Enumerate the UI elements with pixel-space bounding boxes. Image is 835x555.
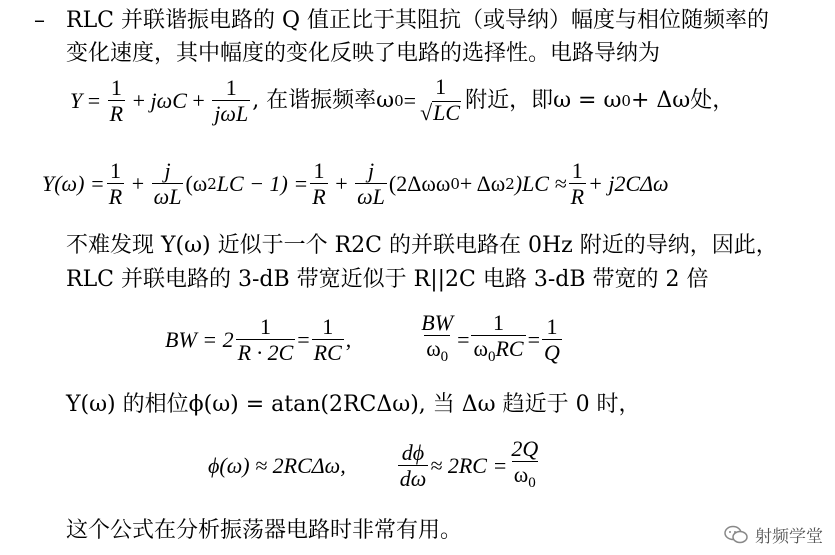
closing-text: 这个公式在分析振荡器电路时非常有用。: [66, 518, 463, 543]
frac-1-over-r: $\frac{1}{R}$: [108, 158, 123, 209]
watermark-text: 射频学堂: [755, 527, 823, 547]
frac-1-over-rc: $\frac{1}{RC}$: [313, 314, 342, 365]
frac-1-over-q: $\frac{1}{Q}$: [544, 314, 560, 365]
eq-jwc: jωC: [150, 87, 187, 113]
frac-dphi-over-dw: $\frac{d\phi}{d\omega}$: [399, 440, 427, 491]
eq-text-near: 附近，即ω = ω: [465, 87, 622, 113]
frac-1-over-r: $\frac{1}{R}$: [570, 158, 585, 209]
frac-1-over-r2c: $\frac{1}{R \cdot 2C}$: [237, 314, 294, 365]
para3-phase: Y(ω) 的相位ϕ(ω) = atan(2RCΔω), 当 Δω 趋近于 0 时，: [66, 392, 641, 417]
frac-1-over-sqrt-lc: 1 √ LC: [420, 74, 461, 125]
watermark: [723, 522, 823, 547]
frac-bw-over-w0: $\frac{BW}{\omega_0}$: [419, 312, 455, 368]
frac-j-over-wl: $\frac{j}{\omega L}$: [357, 158, 385, 209]
frac-1-over-jwl: $\frac{1}{\text{jωL}}$: [214, 74, 249, 126]
frac-1-over-r: $\frac{1}{R}$: [109, 74, 124, 126]
bullet-dash: –: [34, 8, 45, 33]
para2-line-1: 不难发现 Y(ω) 近似于一个 R2C 的并联电路在 0Hz 附近的导纳，因此，: [66, 233, 778, 258]
equation-bandwidth: BW = 2 $\frac{1}{R \cdot 2C}$ = $\frac{1}{RC}$ , $\frac{BW}{\omega_0}$ = $\frac{1}{\omega_0RC}$ = $\frac{1}{Q}$: [165, 312, 564, 368]
equation-expanded: Y(ω) = $\frac{1}{R}$ + $\frac{j}{\omega L}$ (ω 2 LC − 1) = $\frac{1}{R}$ + $\frac{j}{\omega L}$ (2Δωω 0 + Δω 2 )LC ≈ $\frac{1}{R}$ + j2CΔω: [42, 158, 669, 209]
frac-j-over-wl: $\frac{j}{\omega L}$: [153, 158, 182, 209]
equation-admittance: Y = $\frac{1}{R}$ + jωC + $\frac{1}{\text{jωL}}$ , 在谐振频率ω 0 = 1 √ LC 附近，即ω = ω 0 + Δω处，: [70, 74, 735, 126]
frac-2q-over-w0: $\frac{2Q}{\omega_0}$: [509, 438, 540, 494]
eq-text-resonance: , 在谐振频率ω: [252, 87, 395, 113]
wechat-icon: [723, 525, 749, 545]
eq-y: Y: [70, 87, 83, 113]
para2-line-2: RLC 并联电路的 3-dB 带宽近似于 R||2C 电路 3-dB 带宽的 2 倍: [66, 267, 709, 292]
frac-1-over-w0rc: $\frac{1}{\omega_0RC}$: [471, 312, 525, 368]
intro-line-1: RLC 并联谐振电路的 Q 值正比于其阻抗（或导纳）幅度与相位随频率的: [66, 8, 770, 33]
intro-line-2: 变化速度，其中幅度的变化反映了电路的选择性。电路导纳为: [66, 41, 661, 66]
frac-1-over-r: $\frac{1}{R}$: [312, 158, 326, 209]
equation-phase: ϕ(ω) ≈ 2RCΔω, $\frac{d\phi}{d\omega}$ ≈ 2RC = $\frac{2Q}{\omega_0}$: [208, 438, 542, 494]
